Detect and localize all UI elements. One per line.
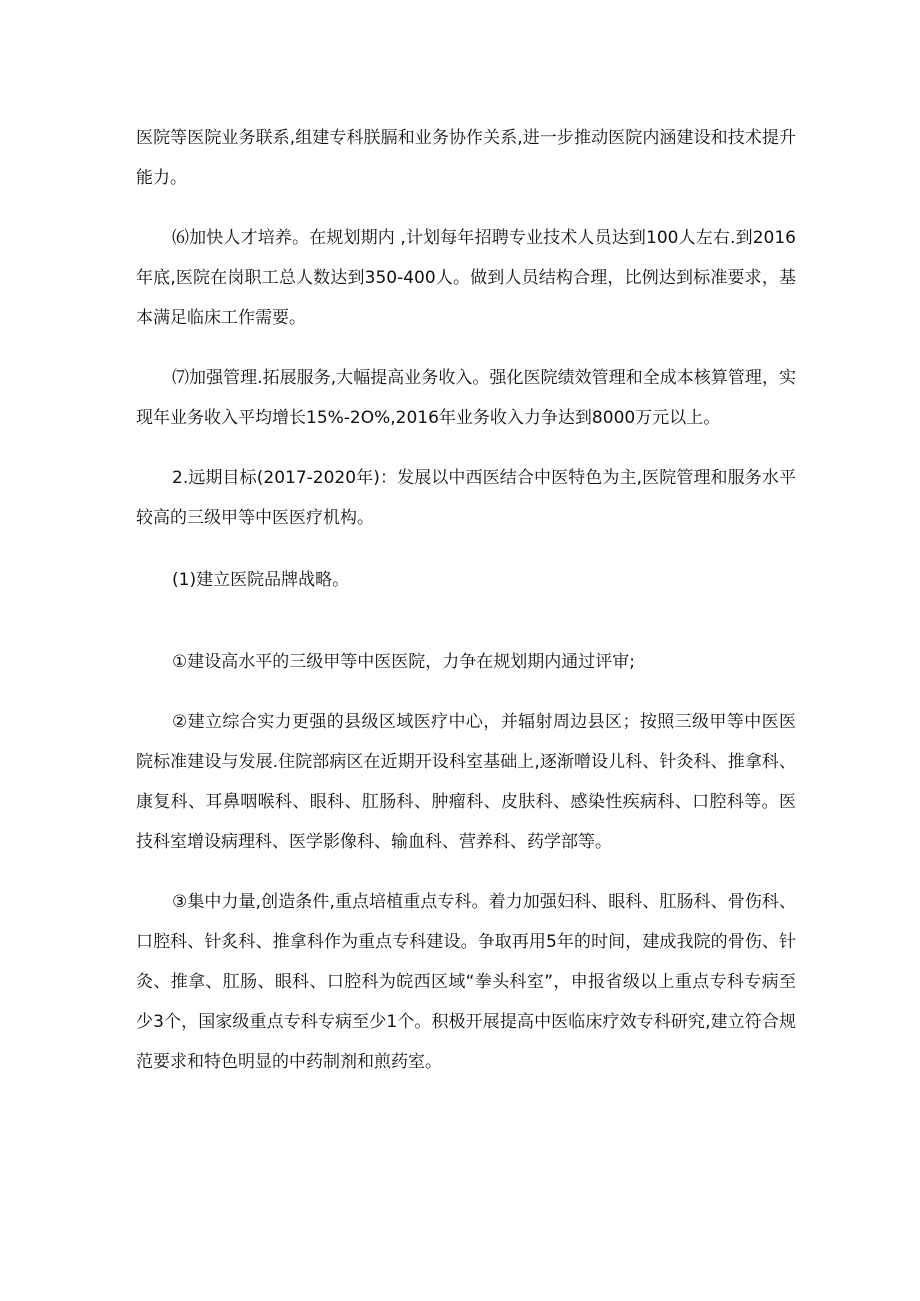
paragraph-management-revenue: ⑺加强管理.拓展服务,大幅提高业务收入。强化医院绩效管理和全成本核算管理，实现年业务收入平均增长15%-2O%,2016年业务收入力争达到8000万元以上。 bbox=[136, 368, 796, 428]
paragraph-continuation: 医院等医院业务联系,组建专科朕膈和业务协作关系,进一步推动医院内涵建设和技术提升能力。 bbox=[136, 128, 796, 188]
paragraph-brand-strategy: (1)建立医院品牌战略。 bbox=[172, 570, 350, 590]
document-page bbox=[136, 118, 796, 1082]
paragraph-item-2: ②建立综合实力更强的县级区域医疗中心，并辐射周边县区；按照三级甲等中医医院标准建设与发展.住院部病区在近期开设科室基础上,逐渐噌设儿科、针灸科、推拿科、康复科、耳鼻咽喉科、眼科、肛肠科、肿瘤科、皮肤科、感染性疾病科、口腔科等。医技科室增设病理科、医学影像科、输血科、营养科、药学部等。 bbox=[136, 712, 796, 852]
paragraph-talent-training: ⑹加快人才培养。在规划期内 ,计划每年招聘专业技术人员达到100人左右.到2016年底,医院在岗职工总人数达到350-400人。做到人员结构合理，比例达到标准要求，基本满足临床工作需要。 bbox=[136, 228, 796, 328]
paragraph-long-term-goal: 2.远期目标(2017-2020年)：发展以中西医结合中医特色为主,医院管理和服务水平较高的三级甲等中医医疗机构。 bbox=[136, 468, 796, 528]
paragraph-item-1: ①建设高水平的三级甲等中医医院，力争在规划期内通过评审; bbox=[172, 652, 635, 672]
paragraph-item-3: ③集中力量,创造条件,重点培植重点专科。着力加强妇科、眼科、肛肠科、骨伤科、口腔科、针炙科、推拿科作为重点专科建设。争取再用5年的时间，建成我院的骨伤、针灸、推拿、肛肠、眼科、口腔科为皖西区域“拳头科室”，申报省级以上重点专科专病至少3个，国家级重点专科专病至少1个。积极开展提高中医临床疗效专科研究,建立符合规范要求和特色明显的中药制剂和煎药室。 bbox=[136, 892, 796, 1072]
